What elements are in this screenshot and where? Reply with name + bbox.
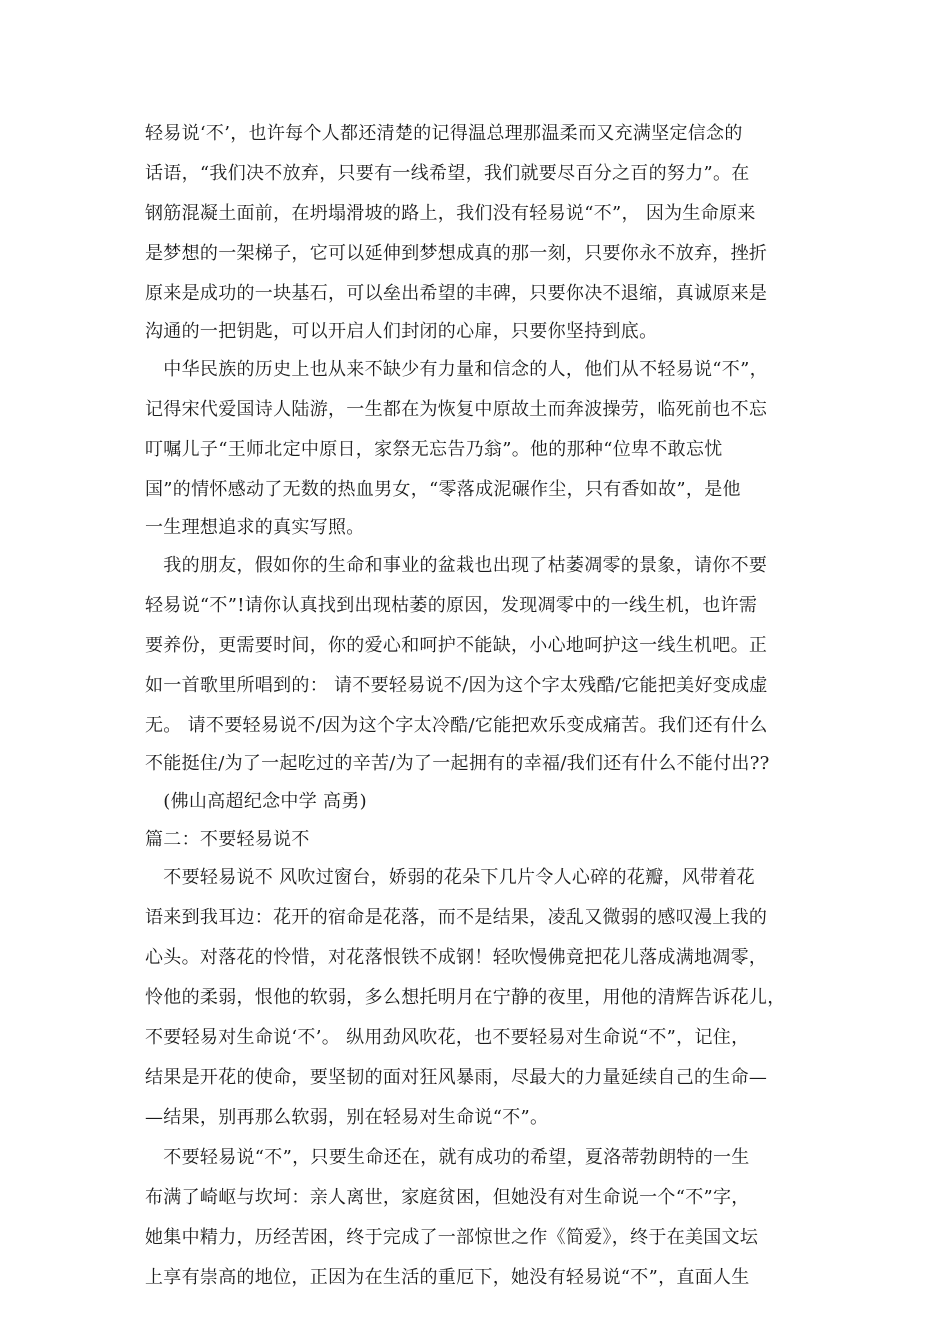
section-heading: 篇二：不要轻易说不 (145, 829, 310, 850)
text-line: —结果，别再那么软弱，别在轻易对生命说“不”。 (145, 1107, 549, 1128)
text-line: 结果是开花的使命，要坚韧的面对狂风暴雨，尽最大的力量延续自己的生命— (145, 1067, 768, 1088)
text-line: 如一首歌里所唱到的： 请不要轻易说不/因为这个字太残酷/它能把美好变成虚 (145, 675, 768, 696)
text-line: (佛山高超纪念中学 高勇) (145, 791, 367, 812)
text-line: 中华民族的历史上也从来不缺少有力量和信念的人，他们从不轻易说“不”， (145, 359, 768, 380)
text-line: 是梦想的一架梯子，它可以延伸到梦想成真的那一刻，只要你永不放弃，挫折 (145, 243, 768, 264)
text-line: 要养份，更需要时间，你的爱心和呵护不能缺，小心地呵护这一线生机吧。正 (145, 635, 768, 656)
text-line: 怜他的柔弱，恨他的软弱，多么想托明月在宁静的夜里，用他的清辉告诉花儿， (145, 987, 786, 1008)
text-line: 轻易说“不”!请你认真找到出现枯萎的原因，发现凋零中的一线生机，也许需 (145, 595, 758, 616)
text-line: 一生理想追求的真实写照。 (145, 517, 365, 538)
text-line: 我的朋友，假如你的生命和事业的盆栽也出现了枯萎凋零的景象，请你不要 (145, 555, 768, 576)
text-line: 不要轻易说不 风吹过窗台，娇弱的花朵下几片令人心碎的花瓣，风带着花 (145, 867, 755, 888)
text-line: 不要轻易说“不”，只要生命还在，就有成功的希望，夏洛蒂勃朗特的一生 (145, 1147, 750, 1168)
text-line: 叮嘱儿子“王师北定中原日，家祭无忘告乃翁”。他的那种“位卑不敢忘忧 (145, 439, 723, 460)
text-line: 国”的情怀感动了无数的热血男女，“零落成泥碾作尘，只有香如故”，是他 (145, 479, 741, 500)
text-line: 心头。对落花的怜惜，对花落恨铁不成钢！轻吹慢佛竟把花儿落成满地凋零， (145, 947, 768, 968)
text-line: 不要轻易对生命说‘不’。 纵用劲风吹花，也不要轻易对生命说“不”，记住， (145, 1027, 750, 1048)
text-line: 无。 请不要轻易说不/因为这个字太冷酷/它能把欢乐变成痛苦。我们还有什么 (145, 715, 768, 736)
text-line: 记得宋代爱国诗人陆游，一生都在为恢复中原故土而奔波操劳，临死前也不忘 (145, 399, 768, 420)
text-line: 原来是成功的一块基石，可以垒出希望的丰碑，只要你决不退缩，真诚原来是 (145, 283, 768, 304)
text-line: 沟通的一把钥匙，可以开启人们封闭的心扉，只要你坚持到底。 (145, 321, 658, 342)
text-line: 布满了崎岖与坎坷：亲人离世，家庭贫困，但她没有对生命说一个“不”字， (145, 1187, 750, 1208)
text-line: 话语，“我们决不放弃，只要有一线希望，我们就要尽百分之百的努力”。在 (145, 163, 750, 184)
text-line: 她集中精力，历经苦困，终于完成了一部惊世之作《简爱》，终于在美国文坛 (145, 1227, 759, 1248)
text-line: 上享有崇高的地位，正因为在生活的重厄下，她没有轻易说“不”，直面人生 (145, 1267, 750, 1288)
text-line: 语来到我耳边：花开的宿命是花落，而不是结果，凌乱又微弱的感叹漫上我的 (145, 907, 768, 928)
text-line: 钢筋混凝土面前，在坍塌滑坡的路上，我们没有轻易说“不”， 因为生命原来 (145, 203, 756, 224)
text-line: 不能挺住/为了一起吃过的辛苦/为了一起拥有的幸福/我们还有什么不能付出?? (145, 753, 770, 774)
text-line: 轻易说‘不’，也许每个人都还清楚的记得温总理那温柔而又充满坚定信念的 (145, 123, 743, 144)
